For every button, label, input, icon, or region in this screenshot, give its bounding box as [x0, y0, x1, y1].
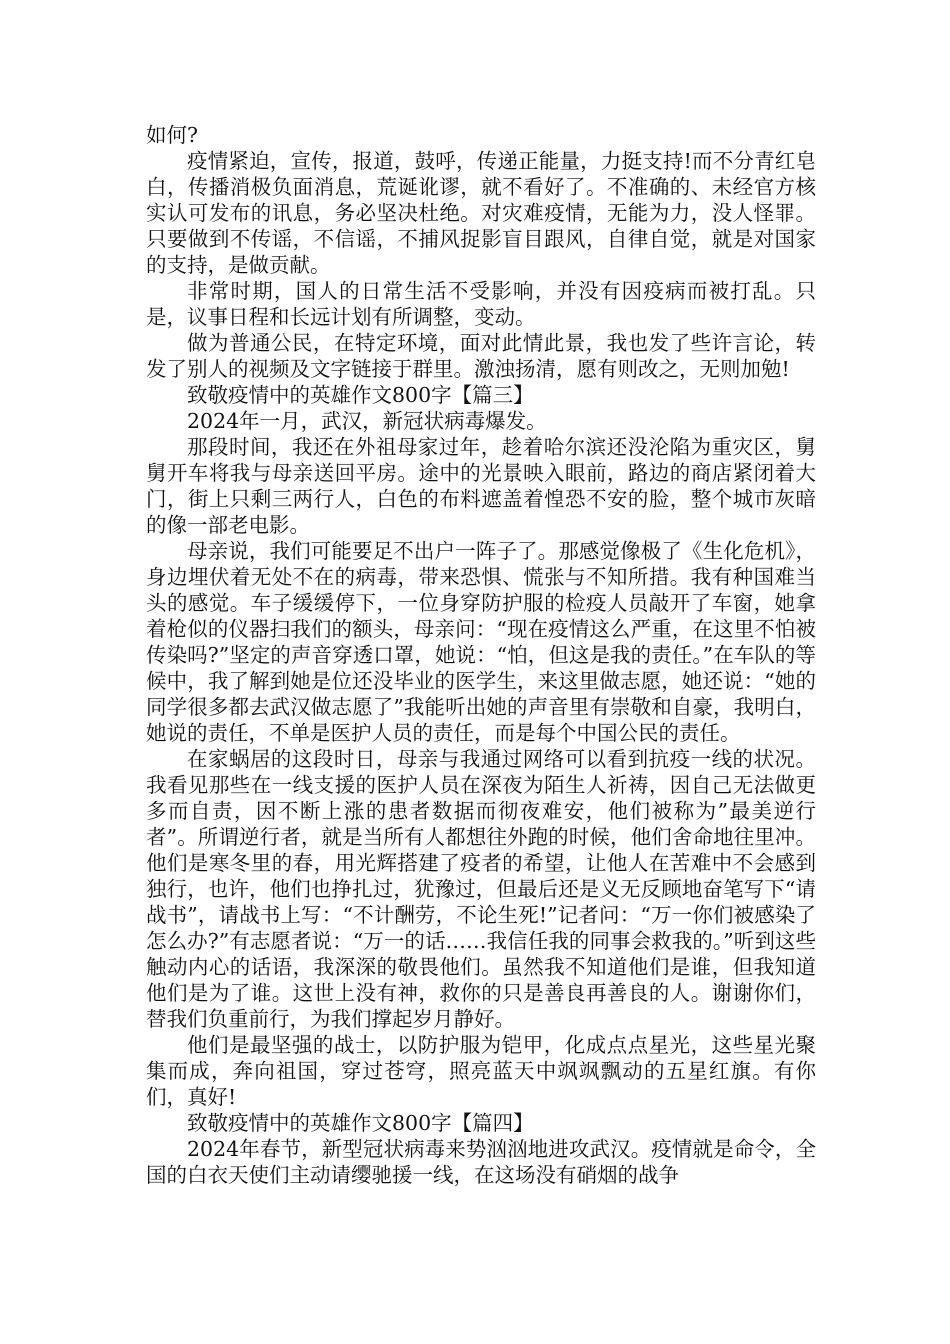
paragraph: 那段时间，我还在外祖母家过年，趁着哈尔滨还没沦陷为重灾区，舅舅开车将我与母亲送回平房。途中的光景映入眼前，路边的商店紧闭着大门，街上只剩三两行人，白色的布料遮盖着惶恐不安的脸，整个城市灰暗的像一部老电影。	[146, 435, 816, 537]
paragraph: 疫情紧迫，宣传，报道，鼓呼，传递正能量，力挺支持!而不分青红皂白，传播消极负面消息，荒诞讹谬，就不看好了。不准确的、未经官方核实认可发布的讯息，务必坚决杜绝。对灾难疫情，无能为力，没人怪罪。只要做到不传谣，不信谣，不捕风捉影盲目跟风，自律自觉，就是对国家的支持，是做贡献。	[146, 149, 816, 277]
paragraph: 做为普通公民，在特定环境，面对此情此景，我也发了些许言论，转发了别人的视频及文字链接于群里。激浊扬清，愿有则改之，无则加勉!	[146, 331, 816, 381]
paragraph-continuation: 如何?	[146, 123, 198, 147]
paragraph: 他们是最坚强的战士，以防护服为铠甲，化成点点星光，这些星光聚集而成，奔向祖国，穿过苍穹，照亮蓝天中飒飒飘动的五星红旗。有你们，真好!	[146, 1033, 816, 1109]
document-body	[146, 122, 816, 1188]
paragraph: 2024年春节，新型冠状病毒来势汹汹地进攻武汉。疫情就是命令，全国的白衣天使们主动请缨驰援一线，在这场没有硝烟的战争	[146, 1137, 816, 1187]
paragraph: 非常时期，国人的日常生活不受影响，并没有因疫病而被打乱。只是，议事日程和长远计划有所调整，变动。	[146, 279, 816, 329]
paragraph: 母亲说，我们可能要足不出户一阵子了。那感觉像极了《生化危机》，身边埋伏着无处不在的病毒，带来恐惧、慌张与不知所措。我有种国难当头的感觉。车子缓缓停下，一位身穿防护服的检疫人员敲开了车窗，她拿着枪似的仪器扫我们的额头，母亲问：“现在疫情这么严重，在这里不怕被传染吗?”坚定的声音穿透口罩，她说：“怕，但这是我的责任。”在车队的等候中，我了解到她是位还没毕业的医学生，来这里做志愿，她还说：“她的同学很多都去武汉做志愿了”我能听出她的声音里有崇敬和自豪，我明白，她说的责任，不单是医护人员的责任，而是每个中国公民的责任。	[146, 539, 816, 745]
paragraph: 在家蜗居的这段时日，母亲与我通过网络可以看到抗疫一线的状况。我看见那些在一线支援的医护人员在深夜为陌生人祈祷，因自己无法做更多而自责，因不断上涨的患者数据而彻夜难安，他们被称为”最美逆行者”。所谓逆行者，就是当所有人都想往外跑的时候，他们舍命地往里冲。他们是寒冬里的春，用光辉搭建了疫者的希望，让他人在苦难中不会感到独行，也许，他们也挣扎过，犹豫过，但最后还是义无反顾地奋笔写下“请战书”，请战书上写：“不计酬劳，不论生死!”记者问：“万一你们被感染了怎么办?”有志愿者说：“万一的话……我信任我的同事会救我的。”听到这些触动内心的话语，我深深的敬畏他们。虽然我不知道他们是谁，但我知道他们是为了谁。这世上没有神，救你的只是善良再善良的人。谢谢你们，替我们负重前行，为我们撑起岁月静好。	[146, 747, 816, 1031]
paragraph: 2024年一月，武汉，新冠状病毒爆发。	[187, 409, 547, 433]
section-heading-part-four: 致敬疫情中的英雄作文800字【篇四】	[187, 1111, 534, 1135]
section-heading-part-three: 致敬疫情中的英雄作文800字【篇三】	[187, 383, 534, 407]
